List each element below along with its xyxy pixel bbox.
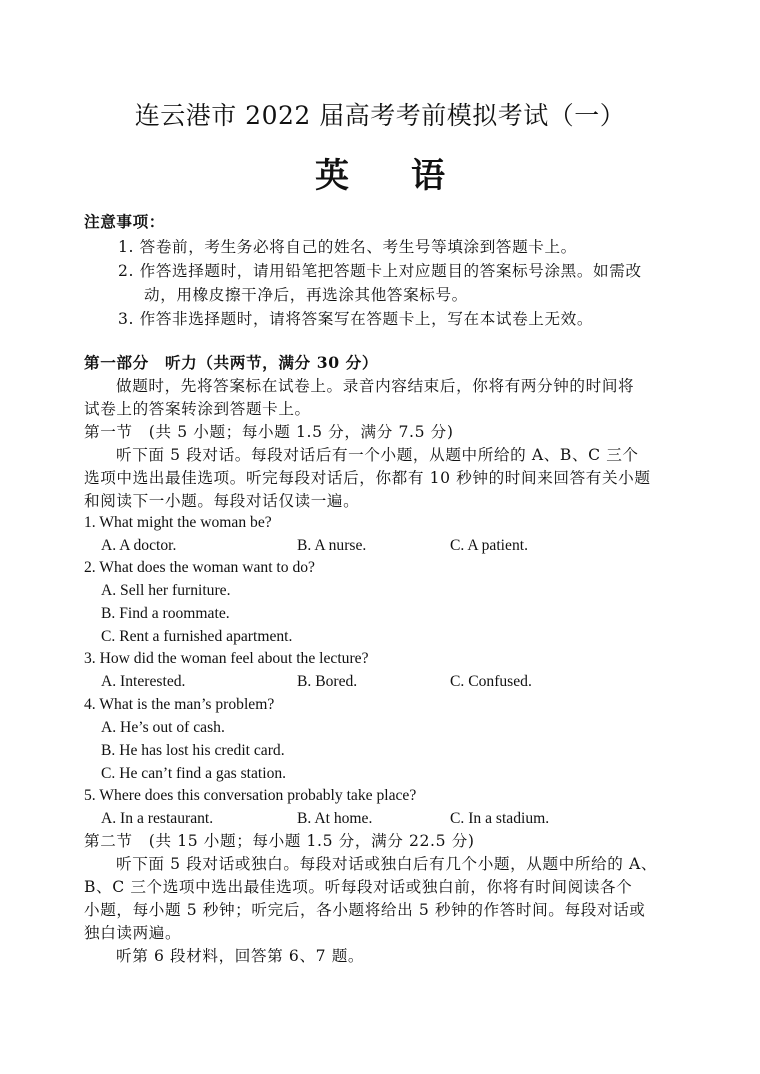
- question-3-stem: 3. How did the woman feel about the lecture?: [84, 650, 369, 667]
- notice-heading: 注意事项：: [84, 212, 165, 231]
- question-3-option-b: B. Bored.: [297, 673, 358, 690]
- question-1-option-c: C. A patient.: [450, 537, 528, 554]
- question-5-option-b: B. At home.: [297, 810, 373, 827]
- section1-heading: 第一节 (共 5 小题；每小题 1.5 分，满分 7.5 分): [84, 423, 454, 441]
- question-2-option-c: C. Rent a furnished apartment.: [101, 628, 293, 645]
- question-4-option-a: A. He’s out of cash.: [101, 719, 225, 736]
- question-4-option-b: B. He has lost his credit card.: [101, 742, 285, 759]
- section2-listen6: 听第 6 段材料，回答第 6、7 题。: [116, 947, 365, 965]
- subject-char-2: 语: [411, 156, 445, 196]
- notice-item-2: 2. 作答选择题时，请用铅笔把答题卡上对应题目的答案标号涂黑。如需改: [118, 262, 642, 280]
- question-1-option-b: B. A nurse.: [297, 537, 367, 554]
- notice-item-1: 1. 答卷前，考生务必将自己的姓名、考生号等填涂到答题卡上。: [118, 238, 577, 256]
- section1-instr-line1: 听下面 5 段对话。每段对话后有一个小题，从题中所给的 A、B、C 三个: [116, 446, 639, 464]
- section2-instr-line1: 听下面 5 段对话或独白。每段对话或独白后有几个小题，从题中所给的 A、: [116, 855, 658, 873]
- question-2-option-a: A. Sell her furniture.: [101, 582, 231, 599]
- section2-instr-line4: 独白读两遍。: [84, 924, 182, 942]
- question-4-stem: 4. What is the man’s problem?: [84, 696, 275, 713]
- section1-instr-line3: 和阅读下一小题。每段对话仅读一遍。: [84, 492, 360, 510]
- section2-heading: 第二节 (共 15 小题；每小题 1.5 分，满分 22.5 分): [84, 832, 475, 850]
- question-5-stem: 5. Where does this conversation probably take place?: [84, 787, 417, 804]
- question-2-stem: 2. What does the woman want to do?: [84, 559, 315, 576]
- section2-instr-line2: B、C 三个选项中选出最佳选项。听每段对话或独白前，你将有时间阅读各个: [84, 878, 633, 896]
- question-1-option-a: A. A doctor.: [101, 537, 177, 554]
- part1-intro-line2: 试卷上的答案转涂到答题卡上。: [84, 400, 311, 418]
- section2-instr-line3: 小题，每小题 5 秒钟；听完后，各小题将给出 5 秒钟的作答时间。每段对话或: [84, 901, 646, 919]
- part1-heading: 第一部分 听力（共两节，满分 30 分）: [84, 353, 379, 372]
- question-3-option-a: A. Interested.: [101, 673, 186, 690]
- subject-char-1: 英: [315, 156, 349, 196]
- subject-title: [0, 148, 760, 197]
- question-4-option-c: C. He can’t find a gas station.: [101, 765, 287, 782]
- question-5-option-a: A. In a restaurant.: [101, 810, 214, 827]
- part1-intro-line1: 做题时，先将答案标在试卷上。录音内容结束后，你将有两分钟的时间将: [116, 377, 635, 395]
- question-2-option-b: B. Find a roommate.: [101, 605, 230, 622]
- section1-instr-line2: 选项中选出最佳选项。听完每段对话后，你都有 10 秒钟的时间来回答有关小题: [84, 469, 651, 487]
- question-1-stem: 1. What might the woman be?: [84, 514, 272, 531]
- notice-item-3: 3. 作答非选择题时，请将答案写在答题卡上，写在本试卷上无效。: [118, 310, 594, 328]
- notice-item-2-cont: 动，用橡皮擦干净后，再选涂其他答案标号。: [144, 286, 468, 304]
- question-5-option-c: C. In a stadium.: [450, 810, 550, 827]
- exam-title: 连云港市 2022 届高考考前模拟考试（一）: [134, 101, 626, 130]
- question-3-option-c: C. Confused.: [450, 673, 532, 690]
